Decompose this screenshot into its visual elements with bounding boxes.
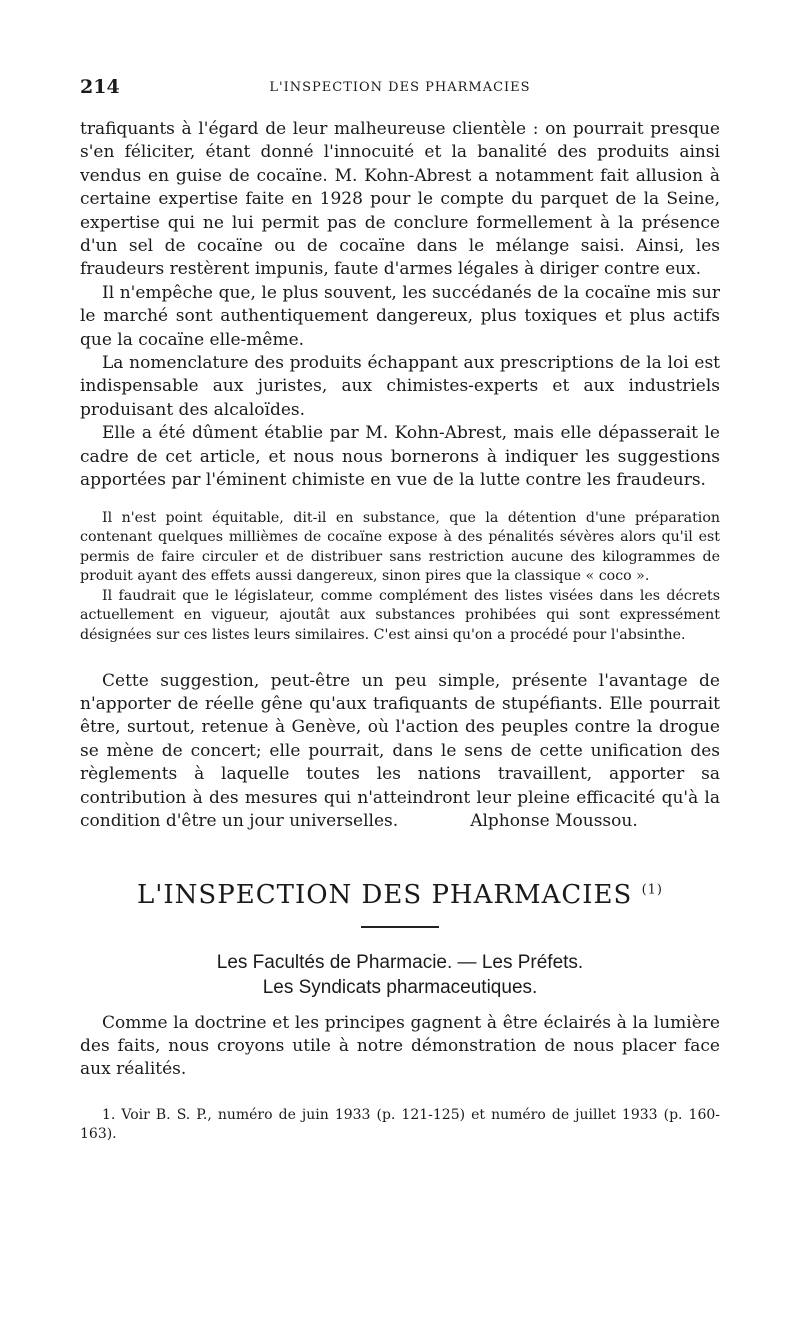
section-title	[80, 880, 720, 910]
page-number: 214	[80, 76, 120, 98]
section-subtitle	[80, 950, 720, 1000]
subtitle-line: Les Syndicats pharmaceutiques.	[262, 976, 538, 998]
paragraph: La nomenclature des produits échappant aux prescriptions de la loi est indispensable aux juristes, aux chimistes-experts et aux industriels produisant des alcaloïdes.	[80, 353, 720, 420]
running-head	[80, 70, 720, 104]
paragraph: Elle a été dûment établie par M. Kohn-Abrest, mais elle dépasserait le cadre de cet article, et nous nous bornerons à indiquer les suggestions apportées par l'éminent chimiste en vue de la lutte contre les fraudeurs.	[80, 423, 720, 491]
paragraph: Il n'empêche que, le plus souvent, les succédanés de la cocaïne mis sur le marché sont authentiquement dangereux, plus toxiques et plus actifs que la cocaïne elle-même.	[80, 282, 720, 350]
article-body	[80, 118, 720, 1145]
quote-paragraph: Il n'est point équitable, dit-il en substance, que la détention d'une préparation contenant quelques millièmes de cocaïne expose à des pénalités sévères alors qu'il est permis de faire circuler et de distribuer sans restriction aucune des kilogrammes de produit ayant des effets aussi dangereux, sinon pires que la classique « coco ».	[80, 509, 720, 585]
footnote-reference: (1)	[641, 881, 664, 897]
paragraph-continued: trafiquants à l'égard de leur malheureuse clientèle : on pourrait presque s'en féliciter, étant donné l'innocuité et la banalité des produits ainsi vendus en guise de cocaïne. M. Kohn-Abrest a notamment fait allusion à certaine expertise faite en 1928 pour le compte du parquet de la Seine, expertise qui ne lui permit pas de conclure formellement à la présence d'un sel de cocaïne ou de cocaïne dans le mélange saisi. Ainsi, les fraudeurs restèrent impunis, faute d'armes légales à diriger contre eux.	[80, 119, 720, 280]
author-signature: Alphonse Moussou.	[470, 811, 638, 832]
footnote: 1. Voir B. S. P., numéro de juin 1933 (p. 121-125) et numéro de juillet 1933 (p. 160-163).	[80, 1106, 720, 1143]
closing-block	[80, 670, 720, 834]
closing-text: Cette suggestion, peut-être un peu simple, présente l'avantage de n'apporter de réelle gêne qu'aux trafiquants de stupéfiants. Elle pourrait être, surtout, retenue à Genève, où l'action des peuples contre la drogue se mène de concert; elle pourrait, dans le sens de cette unification des règlements à laquelle toutes les nations travaillent, apporter sa contribution à des mesures qui n'atteindront leur pleine efficacité qu'à la condition d'être un jour universelles.	[80, 670, 720, 832]
section-title-text: L'INSPECTION DES PHARMACIES	[136, 879, 633, 910]
closing-paragraph	[80, 670, 720, 834]
page	[80, 70, 720, 1145]
section-intro-paragraph: Comme la doctrine et les principes gagnent à être éclairés à la lumière des faits, nous croyons utile à notre démonstration de nous placer face aux réalités.	[80, 1012, 720, 1080]
subtitle-line: Les Facultés de Pharmacie. — Les Préfets.	[216, 951, 584, 973]
quoted-suggestion	[80, 509, 720, 646]
quote-paragraph: Il faudrait que le législateur, comme complément des listes visées dans les décrets actuellement en vigueur, ajoutât aux substances prohibées qui sont expressément désignées sur ces listes leurs similaires. C'est ainsi qu'on a procédé pour l'absinthe.	[80, 587, 720, 644]
title-divider	[361, 926, 439, 928]
running-title: L'INSPECTION DES PHARMACIES	[269, 80, 531, 95]
